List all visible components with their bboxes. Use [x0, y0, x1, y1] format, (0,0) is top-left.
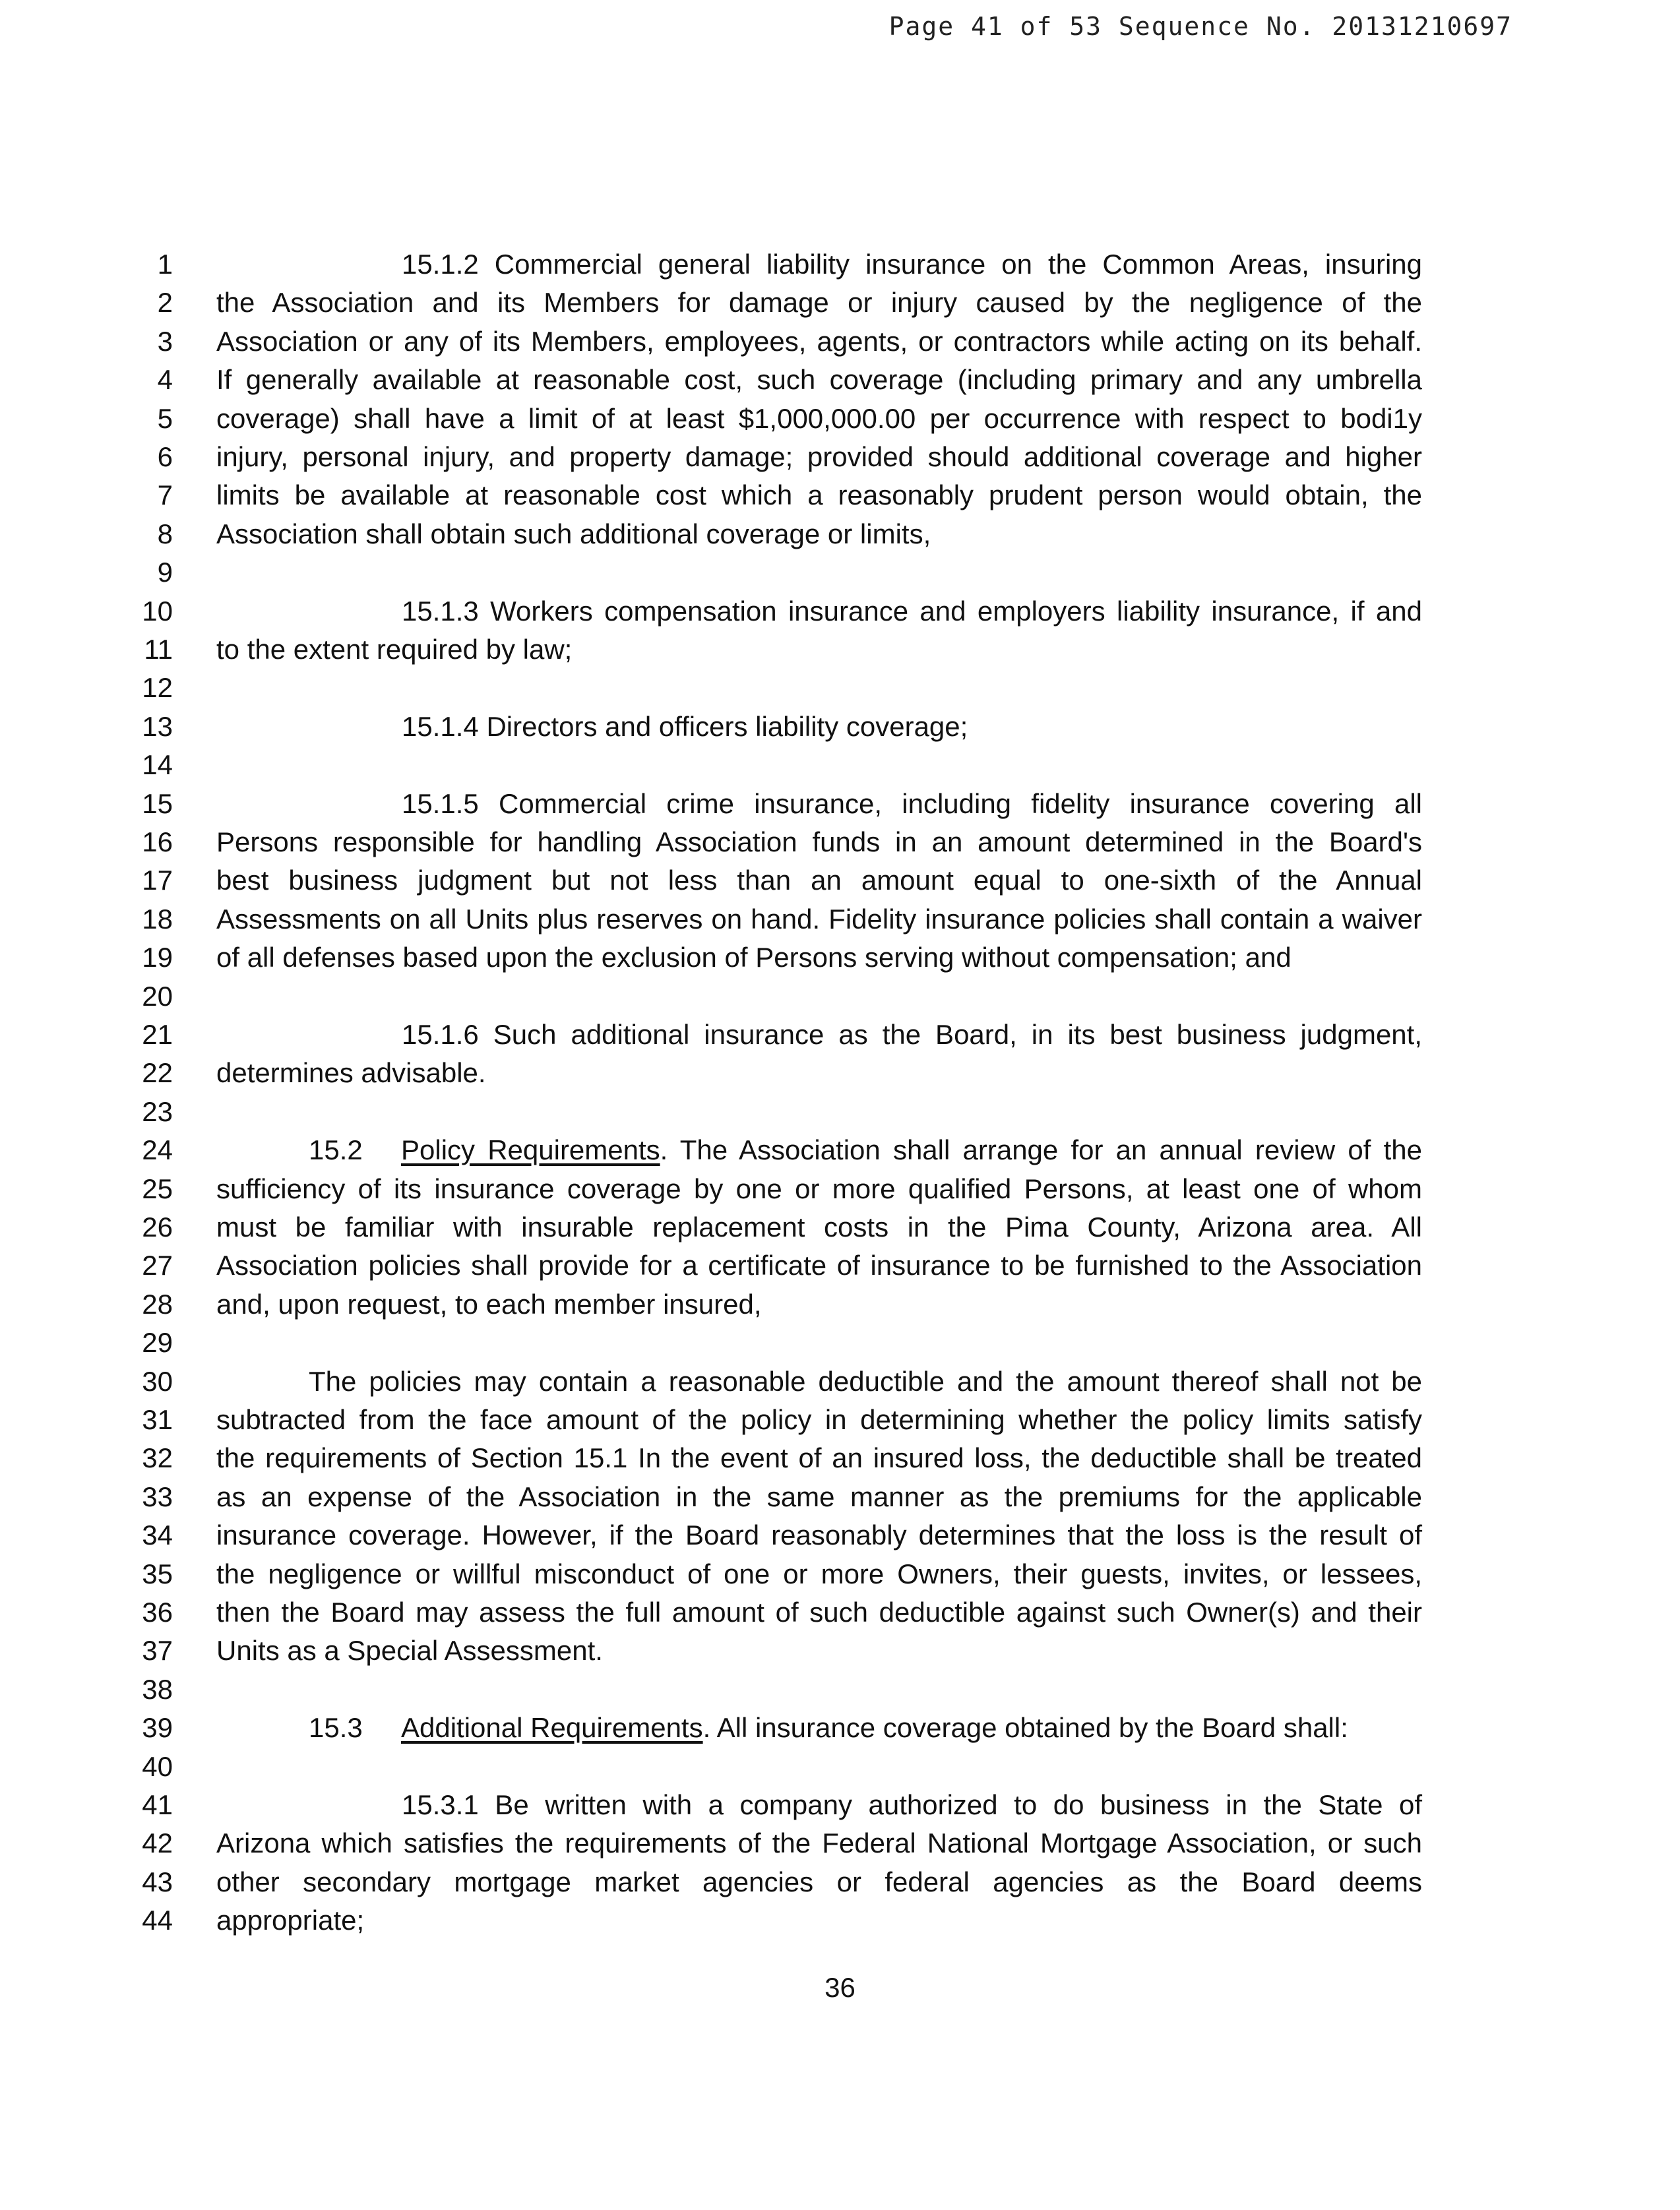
line-text: must be familiar with insurable replacement costs in the Pima County, Arizona area. All: [216, 1212, 1422, 1243]
section-title: Policy Requirements: [401, 1134, 660, 1166]
numbered-line: [0, 1439, 1680, 1477]
numbered-line: [0, 1246, 1680, 1285]
numbered-line: [0, 1054, 1680, 1092]
numbered-line: [0, 1786, 1680, 1824]
line-number: 43: [142, 1866, 173, 1897]
line-text: 15.3.1 Be written with a company authorized to do business in the State of: [402, 1789, 1422, 1820]
line-number: 6: [157, 441, 173, 472]
line-text: to the extent required by law;: [216, 634, 573, 665]
line-number: 25: [142, 1173, 173, 1204]
page-number: 36: [824, 1972, 856, 2003]
line-text: If generally available at reasonable cost, such coverage (including primary and any umbrella: [216, 364, 1422, 396]
line-number: 23: [142, 1095, 173, 1127]
numbered-line: [0, 1285, 1680, 1324]
page-sequence-stamp: Page 41 of 53 Sequence No. 20131210697: [888, 12, 1512, 41]
numbered-line: [0, 553, 1680, 592]
line-number: 15: [142, 787, 173, 819]
line-number: 40: [142, 1750, 173, 1782]
numbered-line: [0, 1324, 1680, 1362]
numbered-line: [0, 400, 1680, 438]
numbered-line: [0, 938, 1680, 977]
line-text: Persons responsible for handling Association funds in an amount determined in the Board's: [216, 826, 1422, 857]
line-text: Units as a Special Assessment.: [216, 1635, 603, 1667]
line-number: 11: [144, 634, 173, 665]
line-number: 9: [157, 557, 173, 588]
line-text: the Association and its Members for damage or injury caused by the negligence of the: [216, 287, 1422, 319]
line-number: 42: [142, 1827, 173, 1859]
line-number: 21: [142, 1019, 173, 1050]
line-number: 20: [142, 980, 173, 1012]
numbered-line: [0, 1363, 1680, 1401]
line-text: the requirements of Section 15.1 In the event of an insured loss, the deductible shall be treated: [216, 1442, 1422, 1474]
line-text: The policies may contain a reasonable deductible and the amount thereof shall not be: [309, 1365, 1422, 1397]
numbered-line: [0, 630, 1680, 669]
numbered-line: [0, 515, 1680, 553]
line-text: other secondary mortgage market agencies or federal agencies as the Board deems: [216, 1866, 1422, 1897]
line-number: 3: [157, 325, 173, 357]
numbered-line: [0, 823, 1680, 861]
numbered-line: [0, 1593, 1680, 1632]
line-number: 38: [142, 1673, 173, 1705]
line-text: coverage) shall have a limit of at least $1,000,000.00 per occurrence with respect to bodi1y: [216, 402, 1422, 434]
line-text: insurance coverage. However, if the Board reasonably determines that the loss is the result of: [216, 1519, 1422, 1551]
line-number: 41: [142, 1789, 173, 1820]
numbered-line: [0, 708, 1680, 746]
numbered-line: [0, 1516, 1680, 1554]
line-text: and, upon request, to each member insured,: [216, 1288, 762, 1320]
line-text: 15.1.6 Such additional insurance as the Board, in its best business judgment,: [402, 1019, 1422, 1050]
line-text: sufficiency of its insurance coverage by one or more qualified Persons, at least one of whom: [216, 1173, 1422, 1204]
numbered-line: [0, 785, 1680, 823]
line-text: injury, personal injury, and property damage; provided should additional coverage and higher: [216, 441, 1422, 472]
numbered-line: [0, 669, 1680, 707]
numbered-line: [0, 1170, 1680, 1208]
line-number: 7: [157, 479, 173, 511]
numbered-line: [0, 1016, 1680, 1054]
line-text: then the Board may assess the full amount of such deductible against such Owner(s) and their: [216, 1597, 1422, 1628]
line-text: of all defenses based upon the exclusion of Persons serving without compensation; and: [216, 942, 1291, 973]
numbered-line: [0, 322, 1680, 361]
line-number: 1: [157, 249, 173, 280]
line-number: 34: [142, 1519, 173, 1551]
numbered-line: [0, 746, 1680, 784]
line-text: 15.1.2 Commercial general liability insurance on the Common Areas, insuring: [402, 249, 1422, 280]
line-text: subtracted from the face amount of the policy in determining whether the policy limits satisfy: [216, 1404, 1422, 1435]
line-text: the negligence or willful misconduct of one or more Owners, their guests, invites, or lessees,: [216, 1558, 1422, 1589]
numbered-line: [0, 1863, 1680, 1901]
line-number: 18: [142, 903, 173, 935]
numbered-line: [0, 900, 1680, 938]
numbered-line: [0, 1208, 1680, 1246]
line-number: 8: [157, 518, 173, 549]
line-number: 31: [142, 1404, 173, 1435]
line-number: 5: [157, 402, 173, 434]
numbered-line: [0, 1478, 1680, 1516]
numbered-line: [0, 245, 1680, 284]
line-number: 14: [142, 749, 173, 781]
line-text: as an expense of the Association in the same manner as the premiums for the applicable: [216, 1481, 1422, 1512]
section-number: 15.3: [309, 1712, 363, 1744]
numbered-line: [0, 476, 1680, 514]
line-text: [216, 1131, 1422, 1169]
section-number: 15.2: [309, 1134, 363, 1166]
line-text: Association or any of its Members, employees, agents, or contractors while acting on its behalf.: [216, 325, 1422, 357]
line-text: Arizona which satisfies the requirements of the Federal National Mortgage Association, or such: [216, 1827, 1422, 1859]
numbered-line: [0, 1824, 1680, 1862]
section-body-text: . The Association shall arrange for an annual review of the: [660, 1134, 1422, 1166]
line-number: 37: [142, 1635, 173, 1667]
line-number: 32: [142, 1442, 173, 1474]
line-number: 33: [142, 1481, 173, 1512]
line-number: 44: [142, 1905, 173, 1936]
numbered-line: [0, 284, 1680, 322]
numbered-line: [0, 438, 1680, 476]
line-number: 22: [142, 1057, 173, 1089]
line-number: 36: [142, 1597, 173, 1628]
line-text: limits be available at reasonable cost which a reasonably prudent person would obtain, the: [216, 479, 1422, 511]
numbered-line: [0, 1093, 1680, 1131]
line-number: 28: [142, 1288, 173, 1320]
line-text: Association policies shall provide for a certificate of insurance to be furnished to the Association: [216, 1250, 1422, 1281]
line-number: 2: [157, 287, 173, 319]
numbered-line: [0, 1131, 1680, 1169]
numbered-line: [0, 1555, 1680, 1593]
line-number: 16: [142, 826, 173, 857]
line-text: appropriate;: [216, 1905, 365, 1936]
line-number: 12: [142, 672, 173, 704]
line-number: 19: [142, 942, 173, 973]
line-number: 10: [142, 595, 173, 627]
line-number: 29: [142, 1327, 173, 1359]
numbered-line: [0, 1748, 1680, 1786]
numbered-line: [0, 1401, 1680, 1439]
line-text: 15.1.4 Directors and officers liability coverage;: [402, 710, 968, 742]
line-number: 4: [157, 364, 173, 396]
line-number: 30: [142, 1365, 173, 1397]
numbered-line: [0, 592, 1680, 630]
line-number: 24: [142, 1134, 173, 1166]
numbered-line: [0, 361, 1680, 399]
line-number: 35: [142, 1558, 173, 1589]
line-text: Association shall obtain such additional coverage or limits,: [216, 518, 931, 549]
section-body-text: . All insurance coverage obtained by the Board shall:: [702, 1712, 1348, 1744]
line-text: 15.1.3 Workers compensation insurance and employers liability insurance, if and: [402, 595, 1422, 627]
section-title: Additional Requirements: [401, 1712, 703, 1744]
numbered-line: [0, 1671, 1680, 1709]
line-number: 27: [142, 1250, 173, 1281]
numbered-line: [0, 1901, 1680, 1940]
line-number: 13: [142, 710, 173, 742]
line-text: best business judgment but not less than an amount equal to one-sixth of the Annual: [216, 865, 1422, 896]
line-text: 15.1.5 Commercial crime insurance, including fidelity insurance covering all: [402, 787, 1422, 819]
line-number: 17: [142, 865, 173, 896]
line-text: [216, 1709, 1422, 1747]
numbered-line: [0, 861, 1680, 900]
line-number: 39: [142, 1712, 173, 1744]
line-text: Assessments on all Units plus reserves on hand. Fidelity insurance policies shall contain a waiver: [216, 903, 1422, 935]
numbered-line: [0, 977, 1680, 1016]
numbered-line: [0, 1632, 1680, 1670]
line-text: determines advisable.: [216, 1057, 486, 1089]
line-number: 26: [142, 1212, 173, 1243]
numbered-line: [0, 1709, 1680, 1747]
